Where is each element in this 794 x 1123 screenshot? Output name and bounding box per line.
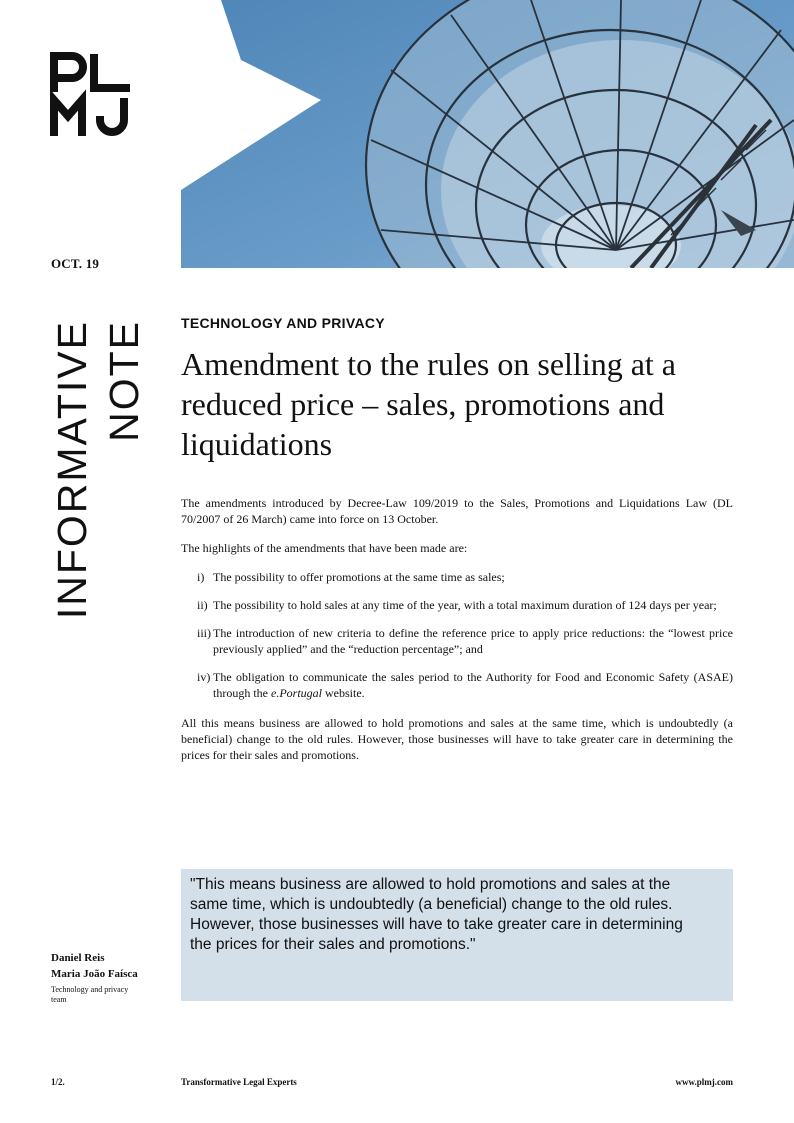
list-item-number: iv) [197, 670, 211, 684]
list-item-text: The possibility to hold sales at any time of the year, with a total maximum duration of 124 days per year; [213, 598, 717, 612]
intro-paragraph: The amendments introduced by Decree-Law 109/2019 to the Sales, Promotions and Liquidations Law (DL 70/2007 of 26 March) came into force on 13 October. [181, 496, 733, 526]
plmj-logo-mark [50, 52, 132, 136]
author-team: Technology and privacy team [51, 985, 129, 1004]
document-title: Amendment to the rules on selling at a reduced price – sales, promotions and liquidations [181, 346, 676, 462]
conclusion-paragraph: All this means business are allowed to hold promotions and sales at the same time, which is undoubtedly (a beneficial) change to the old rules. However, those businesses will have to take greater care in determining the prices for their sales and promotions. [181, 716, 733, 762]
plmj-logo [50, 52, 132, 136]
footer-tagline: Transformative Legal Experts [181, 1077, 297, 1087]
author-name: Daniel Reis [51, 952, 105, 964]
footer-website-link[interactable]: www.plmj.com [675, 1077, 733, 1087]
author-name: Maria João Faísca [51, 968, 138, 980]
list-item-text-start: The obligation to communicate the sales period to the Authority for Food and Economic Safety (ASAE) through the [213, 670, 733, 700]
eportugal-website-name: e.Portugal [271, 686, 322, 700]
list-item [181, 669, 733, 701]
list-item [181, 569, 733, 585]
list-item-number: ii) [197, 598, 208, 612]
list-item-number: iii) [197, 626, 211, 640]
authors-block [51, 950, 171, 1005]
list-item-text [213, 669, 733, 701]
list-item-text: The possibility to offer promotions at the same time as sales; [213, 570, 505, 584]
satellite-dish-illustration [181, 0, 794, 268]
issue-date: OCT. 19 [51, 256, 100, 271]
hero-image-satellite-dish [181, 0, 794, 268]
pull-quote: "This means business are allowed to hold promotions and sales at the same time, which is undoubtedly (a beneficial) change to the old rules. However, those businesses will have to take greater care in determining the prices for their sales and promotions." [181, 869, 733, 1001]
document-type-line1: INFORMATIVE [49, 320, 95, 620]
list-item [181, 625, 733, 657]
page-number: 1/2. [51, 1077, 65, 1087]
list-item [181, 597, 733, 613]
list-item-text-end: website. [322, 686, 365, 700]
list-item-text: The introduction of new criteria to define the reference price to apply price reductions: the “lowest price previously applied” and the “reduction percentage”; and [213, 626, 733, 656]
list-item-number: i) [197, 570, 205, 584]
body-text [181, 495, 733, 776]
category-label: TECHNOLOGY AND PRIVACY [181, 315, 385, 331]
highlights-lead: The highlights of the amendments that have been made are: [181, 541, 468, 555]
document-type-line2: NOTE [101, 320, 147, 442]
highlights-list [181, 569, 733, 701]
